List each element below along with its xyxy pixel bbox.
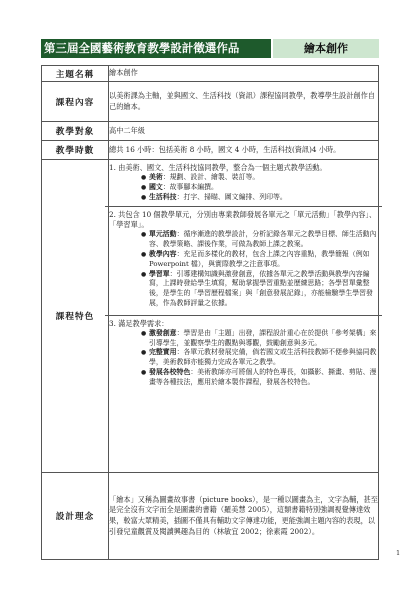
- section-title: 2. 共包含 10 個教學單元，分別由專業教師發展各單元之「單元活動」「教學內容」、「學習單」。: [109, 210, 377, 230]
- content-value: 以美術課為主軸，並與國文、生活科技（資訊）課程協同教學，教導學生設計創作自己的繪本。: [109, 82, 379, 122]
- bullet-keyword: 教學內容: [149, 249, 177, 258]
- bullet-keyword: 完整實用: [149, 348, 177, 357]
- bullet-item: [149, 368, 378, 388]
- target-value: 高中二年級: [109, 122, 379, 141]
- bullet-text: ：美術教師亦可將個人的特色專長，如攝影、撕畫、剪貼、漫畫等各種技法，應用於繪本製作課程，發展各校特色。: [149, 367, 377, 386]
- page-number: 1: [396, 549, 401, 557]
- section-divider: [105, 206, 382, 207]
- bullet-item: [149, 329, 378, 349]
- bullet-text: ：規劃、設計、繪製、裝訂等。: [162, 173, 260, 181]
- section-3-list: [109, 329, 378, 388]
- section-1-list: [109, 173, 378, 202]
- rationale-label: 設計理念: [42, 473, 109, 560]
- target-label: 教學對象: [42, 122, 109, 141]
- lesson-plan-table: [41, 65, 379, 560]
- section-divider: [105, 315, 382, 316]
- bullet-item: [149, 348, 378, 368]
- features-section-2: [109, 210, 378, 308]
- features-label: 課程特色: [42, 160, 109, 473]
- bullet-item: [149, 250, 378, 270]
- topic-label: 主題名稱: [42, 66, 109, 82]
- bullet-keyword: 生活科技: [149, 192, 177, 201]
- bullet-keyword: 激發創意: [149, 328, 177, 337]
- header-category: 繪本創作: [273, 39, 379, 58]
- hours-label: 教學時數: [42, 141, 109, 160]
- bullet-text: ：學習是由「主題」出發，課程設計重心在於提供「參考架構」來引導學生，並觀察學生的觀點與導觀，鼓勵創意與多元。: [149, 328, 377, 347]
- bullet-keyword: 美術: [149, 173, 163, 181]
- section-title: 3. 滿足教學需求：: [109, 318, 169, 328]
- rationale-value: 「繪本」又稱為圖畫故事書（picture books），是一種以圖畫為主，文字為輔，甚至是完全沒有文字而全是圖畫的書籍（羅美慧 2005），這類書籍特別強調視覺傳達效果，較富大眾精美，插圖不僅具有輔助文字傳達功能，更能強調主題內容的表現，以引發兒童觀賞及閱讀興趣為目的（林敏宜 2002；徐素霞 2002）。: [109, 473, 379, 560]
- bullet-text: ：循序漸進的教學設計，分析記錄各單元之教學目標、師生活動內容、教學策略、課後作業，可做為教師上課之教案。: [149, 230, 377, 249]
- bullet-item: [149, 173, 378, 183]
- bullet-item: [149, 183, 378, 193]
- section-2-list: [109, 230, 378, 308]
- features-section-3: [109, 319, 378, 388]
- bullet-text: ：充足而多樣化的教材，包含上課之內容重點，教學簡報（例如 Powerpoint 檔），與實際教學之注意事項。: [149, 249, 370, 268]
- bullet-item: [149, 270, 378, 309]
- features-cell: [109, 160, 379, 473]
- topic-value: 繪本創作: [109, 66, 379, 82]
- bullet-item: [149, 230, 378, 250]
- bullet-keyword: 發展各校特色: [149, 367, 191, 376]
- content-label: 課程內容: [42, 82, 109, 122]
- hours-value: 總共 16 小時：包括美術 8 小時，國文 4 小時，生活科技(資訊)4 小時。: [109, 141, 379, 160]
- bullet-item: [149, 193, 378, 203]
- bullet-keyword: 學習單: [149, 269, 170, 278]
- header-title: 第三屆全國藝術教育教學設計徵選作品: [41, 39, 271, 58]
- bullet-text: ：引導建構知識與激發創意，依據各單元之教學活動與教學內容編寫，上課時發給學生填寫，幫助掌握學習重點並歷練思路；各學習單彙整後，是學生的「學習歷程檔案」與「創意發展記錄」，亦能檢驗學生學習發展，作為教師評量之依據。: [149, 269, 373, 307]
- bullet-keyword: 國文: [149, 182, 163, 191]
- bullet-text: ：故事腳本編撰。: [162, 182, 218, 191]
- bullet-text: ：打字、掃瞄、圖文編排、列印等。: [176, 192, 287, 201]
- bullet-text: ：各單元教材發展完備，倘若國文或生活科技教師不便參與協同教學，美術教師亦能獨力完成各單元之教學。: [149, 348, 377, 367]
- bullet-keyword: 單元活動: [149, 230, 177, 239]
- section-title: 1. 由美術、國文、生活科技協同教學，整合為一個主題式教學活動。: [109, 163, 327, 172]
- features-section-1: [109, 163, 378, 202]
